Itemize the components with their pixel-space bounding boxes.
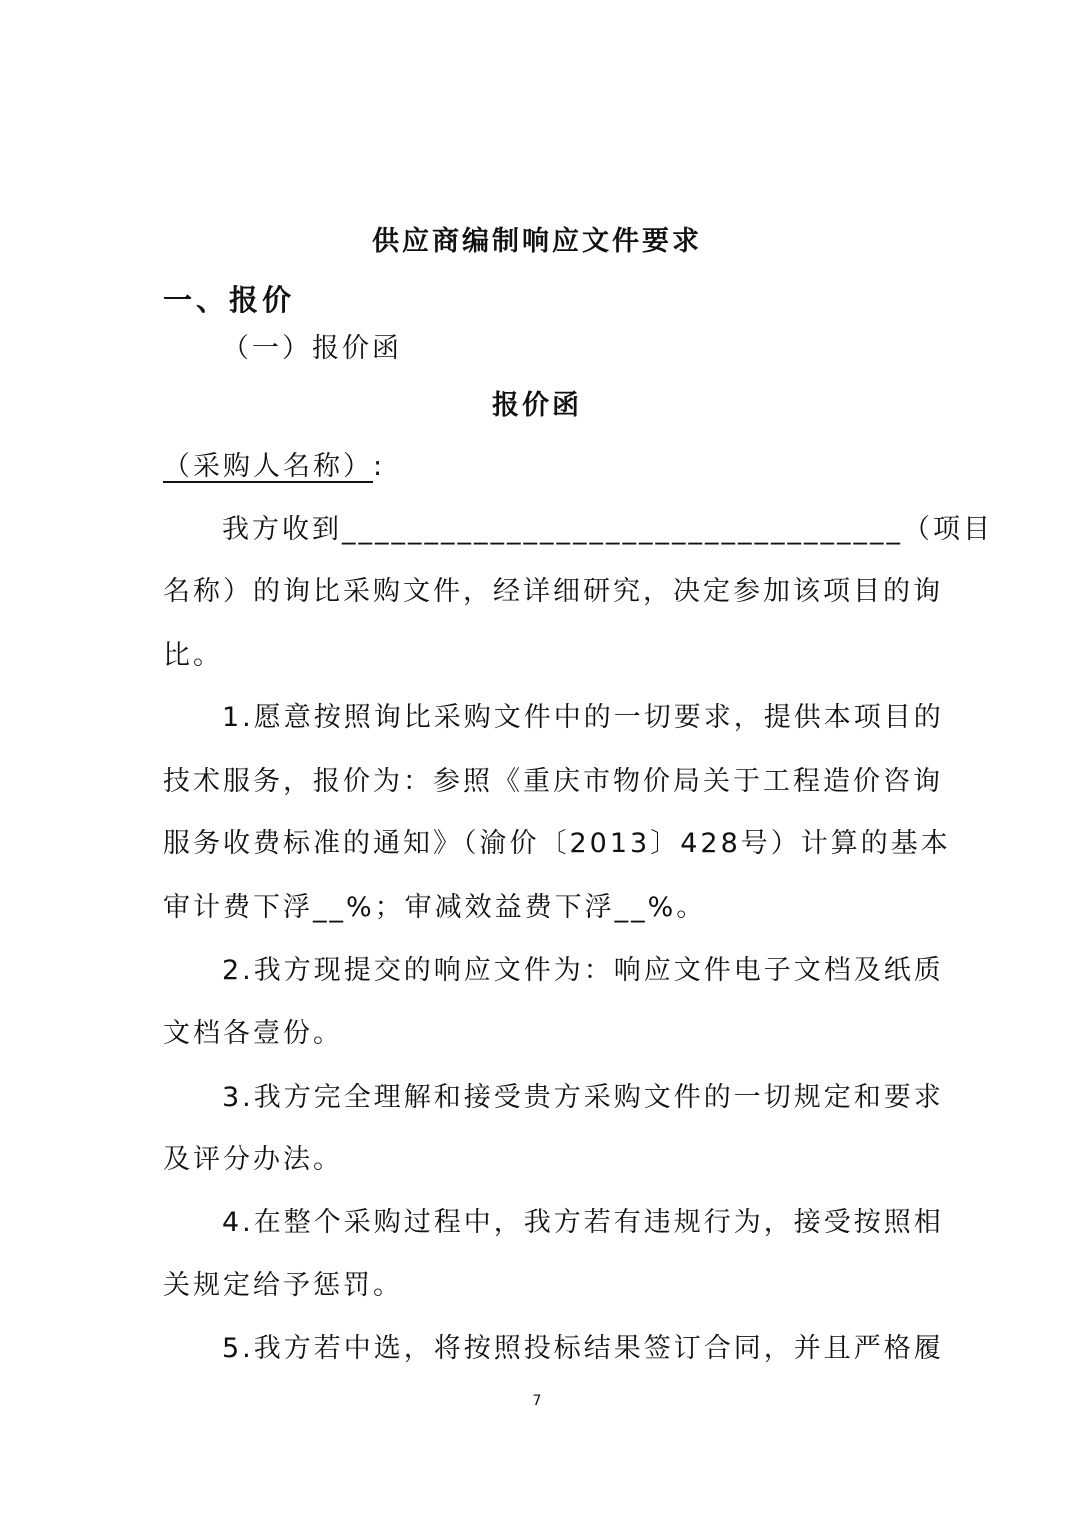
body-line: 技术服务，报价为：参照《重庆市物价局关于工程造价咨询 [163, 766, 943, 797]
body-line: 关规定给予惩罚。 [163, 1270, 403, 1301]
body-line: 服务收费标准的通知》（渝价〔2013〕428号）计算的基本 [163, 828, 951, 859]
addressee-colon: : [373, 451, 386, 482]
document-title: 供应商编制响应文件要求 [372, 226, 702, 257]
body-line: 名称）的询比采购文件，经详细研究，决定参加该项目的询 [163, 576, 943, 607]
body-line: 1.愿意按照询比采购文件中的一切要求，提供本项目的 [222, 702, 944, 733]
page-number: 7 [532, 1393, 542, 1409]
body-line: 审计费下浮__%；审减效益费下浮__%。 [163, 892, 707, 923]
letter-title: 报价函 [492, 390, 582, 421]
body-line: 及评分办法。 [163, 1144, 343, 1175]
section-heading: 一、报价 [163, 283, 296, 317]
subsection-heading: （一）报价函 [222, 333, 402, 364]
body-line: 文档各壹份。 [163, 1018, 343, 1049]
addressee-line [163, 449, 385, 485]
body-line: 我方收到__________________________________（项目 [222, 514, 993, 545]
body-line: 比。 [163, 640, 223, 671]
body-line: 4.在整个采购过程中，我方若有违规行为，接受按照相 [222, 1207, 944, 1238]
body-line: 5.我方若中选，将按照投标结果签订合同，并且严格履 [222, 1333, 944, 1364]
body-line: 3.我方完全理解和接受贵方采购文件的一切规定和要求 [222, 1082, 944, 1113]
body-line: 2.我方现提交的响应文件为：响应文件电子文档及纸质 [222, 955, 944, 986]
addressee-name: （采购人名称） [163, 451, 373, 482]
